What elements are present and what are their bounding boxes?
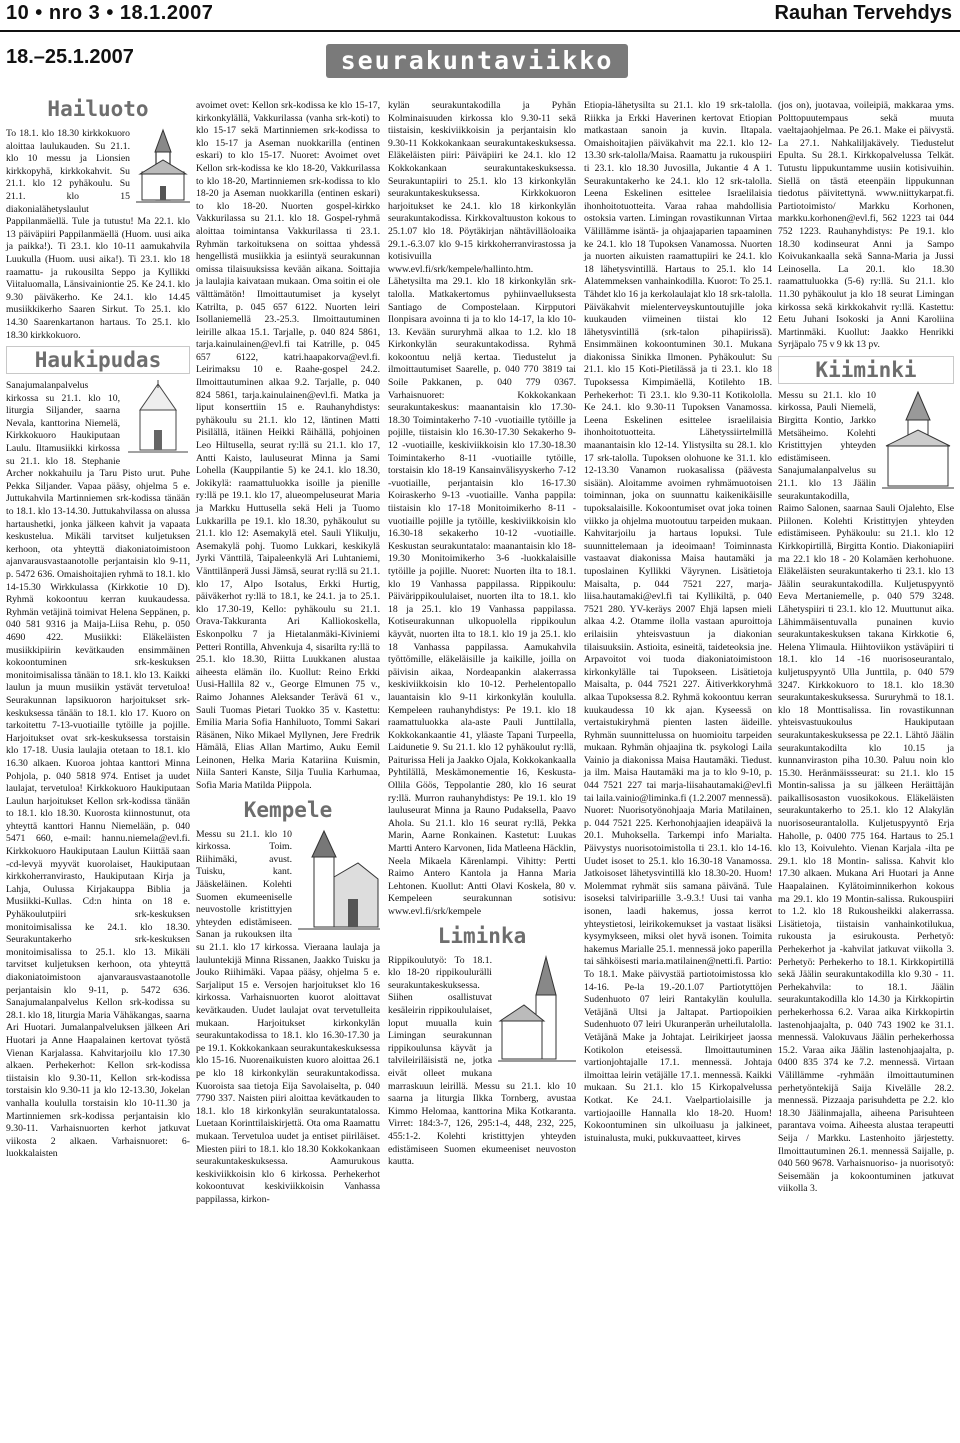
- kempele-text: Messu su 21.1. klo 10 kirkossa. Toim. Riihimäki, avust. Tuisku, kant. Jääskeläinen. Kolehti Suomen ekumeeniselle neuvostolle kristittyjen yhteyden edistämiseen. Sanan ja rukouksen ilta su 21.1. klo 17 kirkossa. Vieraana laulaja ja lauluntekijä Minna Rissanen, Jaakko Tuisku ja Jouko Riihimäki. Vapaa pääsy, ohjelma 5 e. Sarjaliput 15 e. Versojen harjoitukset klo 16 kirkossa. Varhaisnuorten kuorot aloittavat kevätkauden. Uudet laulajat ovat tervetulleita mukaan. Harjoitukset kirkonkylän seurakuntakodissa to 18.1. klo 16.30-17.30 ja pe 19.1. Kokkokankaan seurakuntakeskuksessa klo 15-16. Nuorenaikuisten kuoro aloittaa 26.1 pe klo 18 kirkonkylän seurakuntakodissa. Kuoroista saa tietoja Eija Savolaiselta, p. 040 7790 337. Naisten piiri aloittaa kevätkauden to 18.1. klo 18 kirkonkylän seurakuntatalossa. Luetaan Korinttilaiskirjettä. Ota oma Raamattu mukaan. Tervetuloa uudet ja entiset piiriläiset. Miesten piiri to 18.1. klo 18.30 Kokkokankaan seurakuntakeskuksessa. Aamurukous keskiviikkoisin klo 6 kirkossa. Perhekerhot kokoontuvat keskiviikkoisin Vanhassa pappilassa, kirkon-: [196, 828, 380, 1205]
- haukipudas-text: Sanajumalanpalvelus kirkossa su 21.1. klo 10, liturgia Siljander, saarna Nevala, kanttorina Niemelä, Kirkkokuoro Haukiputaan Laulu. Iltamusiikki kirkossa su 21.1. klo 18. Stephanie Archer nokkahuilu ja Taru Pisto urut. Puhe Pekka Siljander. Vapaa pääsy, ohjelma 5 e. Juttukahvila Martinniemen srk-kodissa tänään to 18.1. klo 13-14.30. Juttukahvilassa on alussa hartaushetki, jonka jälkeen kahvit ja vapaata keskustelua. Mikäli tarvitset kuljetuksen kerhoon, ota yhteyttä diakoniatoimistoon ajanvarausvastaanotolle perjantaisin klo 9-11, p. 5472 636. Omaishoitajien ryhmä to 18.1. klo 14-15.30 Wirkkulassa (Kirkkotie 10 D). Ryhmä kokoontuu kerran kuukaudessa. Ryhmän vetäjinä toimivat Helena Seppänen, p. 040 581 9316 ja Maija-Liisa Rehu, p. 050 4690 422. Musiikki: Eläkeläisten musiikkipiirin kevätkauden ensimmäinen kokoontuminen srk-keskuksen monitoimisalissa tänään to 18.1. klo 13. Kaikki laulun ja muun musiikin ystävät tervetuloa! Seurakunnan lapsikuoron harjoitukset srk-keskuksessa tänään to 18.1. klo 17. Kuoro on tarkoitettu 7-13-vuotiaille tytöille ja pojille. Harjoitukset ovat srk-keskuksessa torstaisin klo 17-18. Uusia laulajia otetaan to 18.1. klo 16.30 alkaen. Kuoroa johtaa kanttori Minna Pohjola, p. 040 5818 974. Entiset ja uudet laulajat, tervetuloa! Kirkkokuoro Haukiputaan Laulun harjoitukset Kellon srk-kodissa tänään to 18.1. klo 18.30. Kuorosta kiinnostunut, ota yhteyttä kanttori Hannu Niemelään, p. 040 5471 660, e-mail: hannu.niemela@evl.fi. Kirkkokuoro Haukiputaan Laulun Kiittää saan -cd-levyä myyvät kuorolaiset, Haukiputaan kirkkoherranvirasto, Haukiputaan Kirja ja Lahja, Oulussa Kirjakauppa Biblia ja Musiikki-Kullas. Cd:n hinta on 18 e. Pyhäkoulutpiiri srk-keskuksen monitoimisalissa ke 24.1. klo 18.30. Seurakuntakerho srk-keskuksen monitoimisalissa to 25.1. klo 13. Mikäli tarvitset kuljetuksen kerhoon, ota yhteyttä diakoniatoimistoon ajanvarausvastaanotolle perjantaisin klo 9-11, p. 5472 636. Sanajumalanpalvelus Kellon srk-kodissa su 28.1. klo 18, liturgia Maria Vähäkangas, saarna Ari Huotari. Jumalanpalveluksen jälkeen Ari Huotari ja Anne Haapalainen kertovat työstä Vienan Karjalassa. Kahvitarjoilu klo 17.30 alkaen. Perhekerhot: Kellon srk-kodissa tiistaisin klo 9.30-11, Kellon srk-kodissa torstaisin klo 9.30-11 ja klo 12-13.30, Jokelan vanhalla koululla torstaisin klo 10-11.30 ja Martinniemen srk-kodissa perjantaisin klo 9.30-11. Varhaisnuorten kerhot jatkuvat viikosta 2 alkaen. Varhaisnuoret: 6-luokkalaisten: [6, 380, 190, 1160]
- kiiminki-text: Messu su 21.1. klo 10 kirkossa, Pauli Niemelä, Birgitta Kontio, Jarkko Metsäheimo. Kolehti Kristittyjen yhteyden edistämiseen. Sanajumalanpalvelus su 21.1. klo 13 Jäälin seurakuntakodilla, Raimo Salonen, saarnaa Sauli Ojalehto, Else Piilonen. Kolehti Kristittyjen yhteyden edistämiseen. Pyhäkoulu: su 21.1. klo 12 Kirkkopirtillä, Birgitta Kontio. Diakoniapiiri ma 22.1 klo 18 - 20 Kolamäen kerhohuone. Eläkeläisten seurakuntakerho ti 23.1. klo 13 Jäälin seurakuntakodilla. Kuljetuspyyntö Eeva Mertaniemelle, p. 040 579 3248. Lähetyspiiri ti 23.1. klo 12. Muuttunut aika. Lähimmäisentuvalla punainen kuvio seurakuntakeskuksen takana Kirkkotie 6, Helena Ylimaula. Hiihtoviikon ystäväpiiri ti 18.1. klo 14 -16 nuorisoseurantalo, kuljetuspyyntö Ulla Junttila, p. 040 579 3247. Kirkkokuoro to 18.1. klo 18.30 seurakuntakeskuksessa. Sururyhmä to 18.1. klo 18 Monttisalissa. Iin rovastikunnan yhteisvastuukoulus Haukiputaan seurakuntakeskuksessa pe 22.1. Lähtö Jäälin seurakuntakodilta klo 10.15 ja kunnanviraston piha 10.30. Paluu noin klo 15.30. Heränmäissseurat: su 21.1. klo 15 Montin-salissa ja su jälkeen Heräittäjän paikallisosaston vuosikokous. Eläkeläisten seurakuntakerho to 25.1. klo 12 Alakylän nuorisoseurantalolla. Kuljetuspyyntö Erja Haholle, p. 0400 775 164. Hartaus to 25.1 klo 13, Koivulehto. Vienan Karjala -ilta pe 29.1. klo 18 Montin- salissa. Kahvit klo 17.30 alkaen. Mukana Ari Huotari ja Anne Haapalainen. Kylätoiminnikerhon kokous ma 29.1. klo 19 Montin-salissa. Rukouspiiri to 1.2. klo 18 Rukousheikki alakerrassa. Lisätietoja, tiistaisin vanhainkotilukua, rukousta ja esirukousta. Perhetyö: Perhekerhot ja -kahvilat jatkuvat viikolla 3. Perhetyö: Perhekerho to 18.1. Kirkkopirtillä sekä Jäälin seurakuntakodilla klo 9.30 - 11. Perhekahvila: to 18.1. Jäälin seurakuntakodilla klo 14.30 ja Kirkkopirtin perhekerhossa 6.2. Varaa aika Kirkkopirtin lastenohjaajalta, p. 040 743 1902 ke 31.1. mennessä. Valokuvaus Jäälin perhekerhossa 15.2. Varaa aika Jäälin lastenohjaajalta, p. 0400 835 374 ke 7.2. mennessä. Virtaan Välillämme -ryhmään ilmoittautuminen perhetyöntekijä Saija Kivelälle 28.2. mennessä. Pizzaaja parisuhdetta pe 2.2. klo 18.30 Jäälinmajalla, aiheena Parisuhteen parantava voima. Aiheesta alustaa terapeutti Seija / Markku. Lastenhoito järjestetty. Ilmoittautuminen 26.1. mennessä Saijalle, p. 040 560 9678. Varhaisnuoriso- ja nuorisotyö: Seisemään ja kokoontuminen jatkuvat viikolla 3.: [778, 389, 954, 1195]
- kempele-continued-text: kylän seurakuntakodilla ja Pyhän Kolminaisuuden kirkossa klo 9.30-11 sekä tiistaisin, keskiviikkoisin ja perjantaisin klo 9.30-11 Kokkokankaan seurakuntakeskuksessa. Eläkeläisten piiri: Päiväpiiri ke 24.1. klo 12 Kokkokankaan seurakuntakeskuksessa. Seurakuntapiiri to 25.1. klo 13 kirkonkylän seurakuntakeskuksessa. Kirkkokuoron harjoitukset ke 24.1. klo 18 kirkonkylän seurakuntakodissa. Kirkkovaltuuston kokous to 25.1.07 klo 18. Pöytäkirjan nähtävilläoloaika 29.1.-6.3.07 klo 9-15 kirkkoherranvirastossa ja kotisivuilla www.evl.fi/srk/kempele/hallinto.htm. Lähetysilta ma 29.1. klo 18 kirkonkylän srk-talolla. Matkakertomus pyhiinvaelluksesta Santiago de Compostelaan. Kirpputori Ilonpisara avoinna ti ja to klo 14-17, la klo 10-13. Kevään sururyhmä alkaa to 1.2. klo 18 Kirkonkylän seurakuntakodissa. Ryhmä kokoontuu neljä kertaa. Tiedustelut ja ilmoittautumiset Saarelle, p. 040 770 3819 tai Soile Pakkanen, p. 040 779 0367. Varhaisnuoret: Kokkokankaan seurakuntakeskus: maanantaisin klo 17.30-18.30 Toimintakerho 7-10 -vuotiaille tytöille ja pojille, tiistaisin klo 16.30-17.30 Sekakerho 9-12 -vuotiaille, keskiviikkoisin klo 17.30-18.30 Toimintakerho 8-11 -vuotiaille tytöille, torstaisin klo 18-19 Kansainvälisyyskerho 7-12 -vuotiaille, perjantaisin klo 16-17.30 Koiraskerho 9-13 -vuotiaille. Vanha pappila: tiistaisin klo 17-18 Monitoimikerho 8-11 -vuotiaille pojille ja tytöille, keskiviikkoisin klo 16.30-18 sekakerho 10-12 -vuotiaille. Keskustan seurakuntatalo: maanantaisin klo 18-19.30 Monitoimikerho 3-6 -luokkalaisille tytöille ja pojille. Nuoret: Nuorten ilta to 18.1. klo 19 Vanhassa pappilassa. Rippikoulu: Päivärippikoululaiset, nuorten ilta to 18.1. klo 18 ja 25.1. klo 19 Vanhassa pappilassa. Kotiseurakunnan ulkopuolella rippikoulun käyvät, nuorten ilta to 18.1. klo 19 ja 25.1. klo 18 Vanhassa pappilassa. Aamukahvila työttömille, eläkeläisille ja kaikille, joilla on päivisin aikaa, Nordeapankin alakerrassa keskiviikkoisin klo 10-12. Perhelentopallo lauantaisin klo 9-11 kirkonkylän koululla. Kempeleen rauhanyhdistys: Pe 19.1. klo 18 raamattuluokka ala-aste Pauli Junttilalla, Kokkokankaantie 41, yläaste Tapani Turpeella, Laidunetie 9. Su 21.1. klo 12 pyhäkoulut ry:llä, Paiturissa Heli ja Jaakko Ojala, Kokkokankaalla Pyhtilällä, Meskämonementie 16, Keskusta-Ollila Göös, Teppolantie 280, klo 16 seurat ry:llä. Murron rauhanyhdistys: Pe 19.1. klo 19 lauluseurat Minna ja Rauno Pudaksella, Paavo Ahola. Su 21.1. klo 16 seurat ry:llä, Pekka Marin, Aarne Ronkainen. Kastetut: Luukas Martti Antero Karvonen, Iida Matleena Häcklin, Neela Mikaela Kärenlampi. Vihitty: Pertti Raimo Antero Kantola ja Hanna Maria Lehtonen. Kuollut: Antti Olavi Koskela, 80 v. Kempeleen seurakunnan sotisivu: www.evl.fi/srk/kempele: [388, 100, 576, 917]
- page-header: [0, 0, 960, 32]
- date-range: 18.–25.1.2007: [6, 46, 134, 68]
- column-5: [778, 100, 954, 1197]
- heading-haukipudas: Haukipudas: [6, 346, 190, 374]
- column-1: [6, 92, 190, 1162]
- heading-hailuoto: Hailuoto: [47, 97, 149, 121]
- column-4: [584, 100, 772, 1146]
- heading-liminka: Liminka: [437, 923, 527, 948]
- heading-kempele: Kempele: [243, 797, 333, 822]
- liminka-end-text: (jos on), juotavaa, voileipiä, makkaraa yms. Polttopuutempaus sekä muuta vaeltajaohjelmaa. Pe 26.1. Make ei päivystä. La 27.1. Nahkaliljakävely. Tiedustelut Epulta. Su 28.1. Kirkkopalvelussa Telkät. Tutustu lippukuntamme uusiin kotisivuihin. Siellä on tästä eteenpäin lippukunnan tiedotus päivitettynä. www.niittykarpat.fi. Partiotoimisto/ Markku Korhonen, markku.korhonen@evl.fi, 562 1223 tai 044 752 1223. Rauhanyhdistys: Pe 19.1. klo 18.30 kodinseurat Anni ja Sampo Koivukankaalla sekä Sanna-Maria ja Jussi Leinosella. La 20.1. klo 18.30 raamattuluokka (5-6) ry:llä. Su 21.1. klo 11.30 pyhäkoulut ja klo 18 seurat Limingan kirkossa sekä kirkkokahvit ry:llä. Kastettu: Eetu Juhani Isokoski ja Anni Karoliina Martinmäki. Kuollut: Jaakko Henrikki Syrjäpalo 75 v 9 kk 13 pv.: [778, 100, 954, 351]
- heading-kiiminki: Kiiminki: [778, 356, 954, 384]
- church-sketch-icon: [126, 380, 190, 460]
- liminka-continued-text: Etiopia-lähetysilta su 21.1. klo 19 srk-talolla. Riikka ja Erkki Haverinen kertovat Etiopian matkastaan sanoin ja kuvin. Iltapala. Omaishoitajien päiväkahvit ma 22.1. klo 12-13.30 srk-talolla/Maisa. Raamattu ja rukouspiiri ti 23.1. klo 18.30 Juvosilla, Jukantie 4 A 1. Seurakuntakerho ke 24.1. klo 12 srk-talolla. Leena Eskelinen esittelee Israelilaisia ihonhoitotuotteita. Varaa rahaa mahdollisia ostoksia varten. Limingan rovastikunnan Virtaa Välillämme isäntä- ja ohjaajaparien tapaaminen ke 24.1. klo 18 Tupoksen Vanamossa. Nuorten ja nuorten aikuisten raamattupiiri ke 24.1. klo 18 lähetysvintillä. Hartaus to 25.1. klo 14 Alatemmeksen vanhainkodilla. Kuorot: To 25.1. Tähdet klo 16 ja kerkolaulajat klo 18 srk-talolla. Päiväkahvit mielenterveyskuntoutujille joka kuukauden viimeinen tiistai klo 12 lähetysvintillä (srk-talon pihapiirissä). Ensimmäinen kokoontuminen 30.1. Mukana diakonissa Sinikka Ilmonen. Pyhäkoulut: Su 21.1. klo 15 Koti-Pietilässä ja ti 23.1. klo 18 Tupoksessa Kimpimäellä, Kotilehto 1B. Perhekerhot: Ti 23.1. klo 9.30-11 Kotikololla. Ke 24.1. klo 9.30-11 Tupoksen Vanamossa. Leena Eskelinen esittelee israelilaisia ihonhoitotuotteita. Lähetyssiirtelmillä maanantaisin klo 12-14. Ylistysilta su 28.1. klo 17 srk-talolla. Tupoksen olohuone ke 31.1. klo 12-13.30 Vanamon ruokasalissa (päävesta sisään). Aloitamme avoimen ryhmämuotoisen toiminnan, joka on suunnattu kaikenikäisille tupoksalaisille. Kokoontumiset ovat joka toinen viikko ja ohjelma muotoutuu tarpeiden mukaan. Kahvitarjoilu ja hartaus lopuksi. Tule suunnittelemaan ja ideoimaan! Toiminnasta vastaavat diakonissa Maisa hautamäki ja tuposlainen Kyllikki Väyrynen. Lisätietoja Maisalta, p. 044 7521 227, marja-liisa.hautamaki@evl.fi tai Kyllikiltä, p. 040 7521 280. YV-keräys 2007 Ehjä lapsen mieli alkaa 4.2. Otamme ilolla vastaan apuroittoja erilaisiin yhteisvastuun ja diakonian tilaisuuksiin. Astioita, esineitä, taideteoksia jne. Arpavoitot voi tuoda diakoniatoimistoon kirkonkylälle tai Tupokseen. Lisätietoja Maisalta, p. 044 7521 227. Äitiverkkoryhmä alkaa Tupoksessa 8.2. Ryhmä kokoontuu kerran kuukaudessa 10 kk ajan. Kyseessä on vertaistukiryhmä pienten lasten äideille. Ryhmän suunnittelussa on huomioitu tarpeiden mukaan. Ryhmän ohjaajina tk. psykologi Laila Vainio ja diakonissa Maisa Hautamäki. Tiedust. ja ilm. Maisa Hautamäki ma ja to klo 9-10, p. 044 7521 227 tai marja-liisahautamaki@evl.fi tai laila.vainio@liminka.fi (1.2.2007 mennessä). Nuoret: Nuorisotyönohjaaja Maria Matilainen, p. 044 7521 225. Kerhonohjaajien ideapäivä la 20.1. Muhoksella. Tarkempi info Marialta. Päivystys nuorisotoimistolla ti 23.1. klo 14-16. Uudet isoset to 25.1. klo 16.30-18 Vanamossa. Jatkoisoset lähetysvintillä klo 18.30-20. Huom! Molemmat ryhmät siis samana päivänä. Tule isoseksi talviripariille 3.-9.3.! Uusi tai vanha isonen, laadi hakemus, jossa kerrot yhteystietosi, leirikokemukset ja vastaat lisäksi kysymykseen, miksi olet hyvä isonen. Toimita hakemus Marialle 25.1. mennessä joko paperilla tai sähköisesti maria.matilainen@netti.fi. Partio: To 18.1. Make päivystää partiotoimistossa klo 14-16. Pe-la 19.-20.1.07 Partiotyttöjen Sudenhuoto 07 leiri Rantakylän koululla. Vetäjänä Ultsi ja Jaltapat. Partiopoikien Sudenhuoto 07 leiri Ukuranperän urheilutalolla. Vetäjänä Make ja Johtajat. Leirikirjeet jaossa Kotikolon eteisessä. Ilmoittautuminen vartionjohtajalle 17.1. mennessä. Johtaja ilmoittaa leirin vetäjälle 17.1. mennessä. Kaikki mukaan. Su 21.1. klo 15 Kirkopalvelussa Kotkat. Ke 24.1. Vaelpartiolaisille ja vartiojaoille Hannalla klo 18-20. Huom! Kokoontuminen sin ulkoiluasu ja jalkineet, istuinalusta, muki, pukkuvaatteet, kirves: [584, 100, 772, 1144]
- church-illustration-icon: [136, 128, 190, 206]
- church-spire-icon: [498, 955, 576, 1067]
- section-banner: seurakuntaviikko: [326, 44, 628, 78]
- column-3: [388, 100, 576, 1170]
- header-rule: [0, 30, 960, 32]
- liminka-text: Rippikoulutyö: To 18.1. klo 18-20 rippikoulurälli seurakuntakeskuksessa. Siihen osallistuvat kesäleirin rippikoululaiset, loput muualla kuin Limingan seurakunnan rippikoulunsa käyvät ja talvileiriläisistä ne, jotka eivät olleet mukana marraskuun leirillä. Messu su 21.1. klo 10 saarna ja liturgia Ilkka Tornberg, avustaa Kimmo Helomaa, kanttorina Mika Kotkaranta. Virret: 184:3-7, 126, 295:1-4, 448, 232, 225, 455:1-2. Kolehti kristittyjen yhteyden edistämiseen Suomen ekumeeniset neuvoston kautta.: [388, 954, 576, 1168]
- publication-name: Rauhan Tervehdys: [774, 2, 952, 24]
- column-2: [196, 100, 380, 1207]
- church-kiiminki-icon: [882, 390, 954, 494]
- haukipudas-continued-text: avoimet ovet: Kellon srk-kodissa ke klo 15-17, kirkonkylällä, Vakkurilassa (vanha srk-koti) to klo 15-17 sekä Martinniemen srk-kodissa to klo 15-17 ja Aseman nuokkarilla (entinen eskari) to klo 15-17. Nuoret: Avoimet ovet Kellon srk-kodissa ke klo 18-20, Vakkurilassa to klo 18-20, Martinniemen srk-kodissa to klo 18-20 ja Aseman nuokkarilla (entinen eskari) to klo 18-20. Nuorten gospel-kirkko Vakkurilassa su 21.1. klo 18. Gospel-ryhmä aloittaa toimintansa Vakkurilassa ti 23.1. Ryhmän tarkoituksena on soittaa yhdessä hengellistä musiikkia ja esiintyä seurakunnan omissa tilaisuuksissa kevään aikana. Soittajia ja laulajia kaivataan mukaan. Oma soitin ei ole välttämätön! Ilmoittautumiset ja kyselyt Katrilta, p. 045 657 6122. Nuorten leiri Isollaniemellä 23.-25.3. Ilmoittautuminen leirille alkaa 15.1. Tarjalle, p. 040 824 5861, tarja.kainulainen@evl.fi tai Katrille, p. 045 657 6122, katri.haapakorva@evl.fi. Leirimaksu 10 e. Raahe-gospel 24.2. Ilmoittautuminen alkaa 9.2. Tarjalle, p. 040 824 5861, tarja.kainulainen@evl.fi. Matka ja liput konserttiin 15 e. Rauhanyhdistys: pyhäkoulu su 21.1. klo 12, läntinen Matti Pisilällä, itäinen Heikki Räihällä, pohjoinen Leo Hiltusella, seurat ry:llä su 21.1. klo 17, Antti Kaisto, lauluseurat Minna ja Sami Lohella (Kauppilantie 5) ke 24.1. klo 18.30, Jokikylä: raamattuluokka isoille ja pienille ry:llä pe 19.1. klo 17, alueompeluseurat Maria ja Markku Huttusella sekä Heli ja Tuomo Lukkarilla pe 19.1. klo 18.30, pyhäkoulut su 21.1. klo 12: Asemakylä etel. Sauli Ylikulju, Asemakylä pohj. Tuomo Lukkari, keskikylä Jyrki Vänttilä, Taipaleenkylä Ari Luhtaniemi, Vänttilänperä Jussi Jämsä, seurat ry:llä su 21.1. klo 17, Alpo Isotalus, Erkki Hurtig, päiväkerhot ry:llä to 18.1, ke 24.1. ja to 25.1. klo 17.30-19, Kello: pyhäkoulu su 21.1. Orava-Takkuranta Ari Kalliokoskella, Eskonpolku 7 ja Hietalanmäki-Kiviniemi Petteri Rontilla, Ahvenkuja 4, sisarilta ry:llä to 25.1. klo 18.30, Riitta Luukkanen alustaa aiheesta elämän ilo. Kuollut: Reino Erkki Uusi-Hallila 82 v., George Elmunen 75 v., Raimo Johannes Aleksander Terävä 61 v., Sauli Tuomas Pietari Tuokko 35 v. Kastettu: Emilia Maria Sofia Hanhiluoto, Tommi Sakari Räsänen, Niko Mikael Myllynen, Jere Fredrik Hämälä, Elias Allan Martimo, Auku Eemil Leinonen, Helka Maria Katariina Kuismin, Niila Santeri Kanste, Silja Tuulia Karhumaa, Sofia Maria Matilda Piippola.: [196, 100, 380, 792]
- church-tower-icon: [298, 829, 380, 933]
- hailuoto-text: To 18.1. klo 18.30 kirkkokuoro aloittaa laulukauden. Su 21.1. klo 10 messu ja Lionsien kirkkopyhä, kirkkokahvit. Su 21.1. klo 12 pyhäkoulu. Su 21.1. klo 15 diakonialähetyslaulut Pappilanmäellä. Tule ja tutustu! Ma 22.1. klo 13 päiväpiiri Pappilanmäellä (Huom. uusi aika ja paikka!). Ti 23.1. klo 10-11 aamukahvila Luukulla (Huom. uusi aika!). Ti 23.1. klo 18 raamattu- ja rukousilta Seppo ja Kyllikki Viitaluomalla, Länsivainiontie 25. Ke 24.1. klo 9.30 päiväkerho. Ke 24.1. klo 14.45 musiikkikerho Saaren Sirkut. To 25.1. klo 14.30 Saarenkartanon hartaus. To 25.1. klo 18.30 kirkkokuoro.: [6, 128, 190, 341]
- issue-info: 10 • nro 3 • 18.1.2007: [6, 2, 214, 24]
